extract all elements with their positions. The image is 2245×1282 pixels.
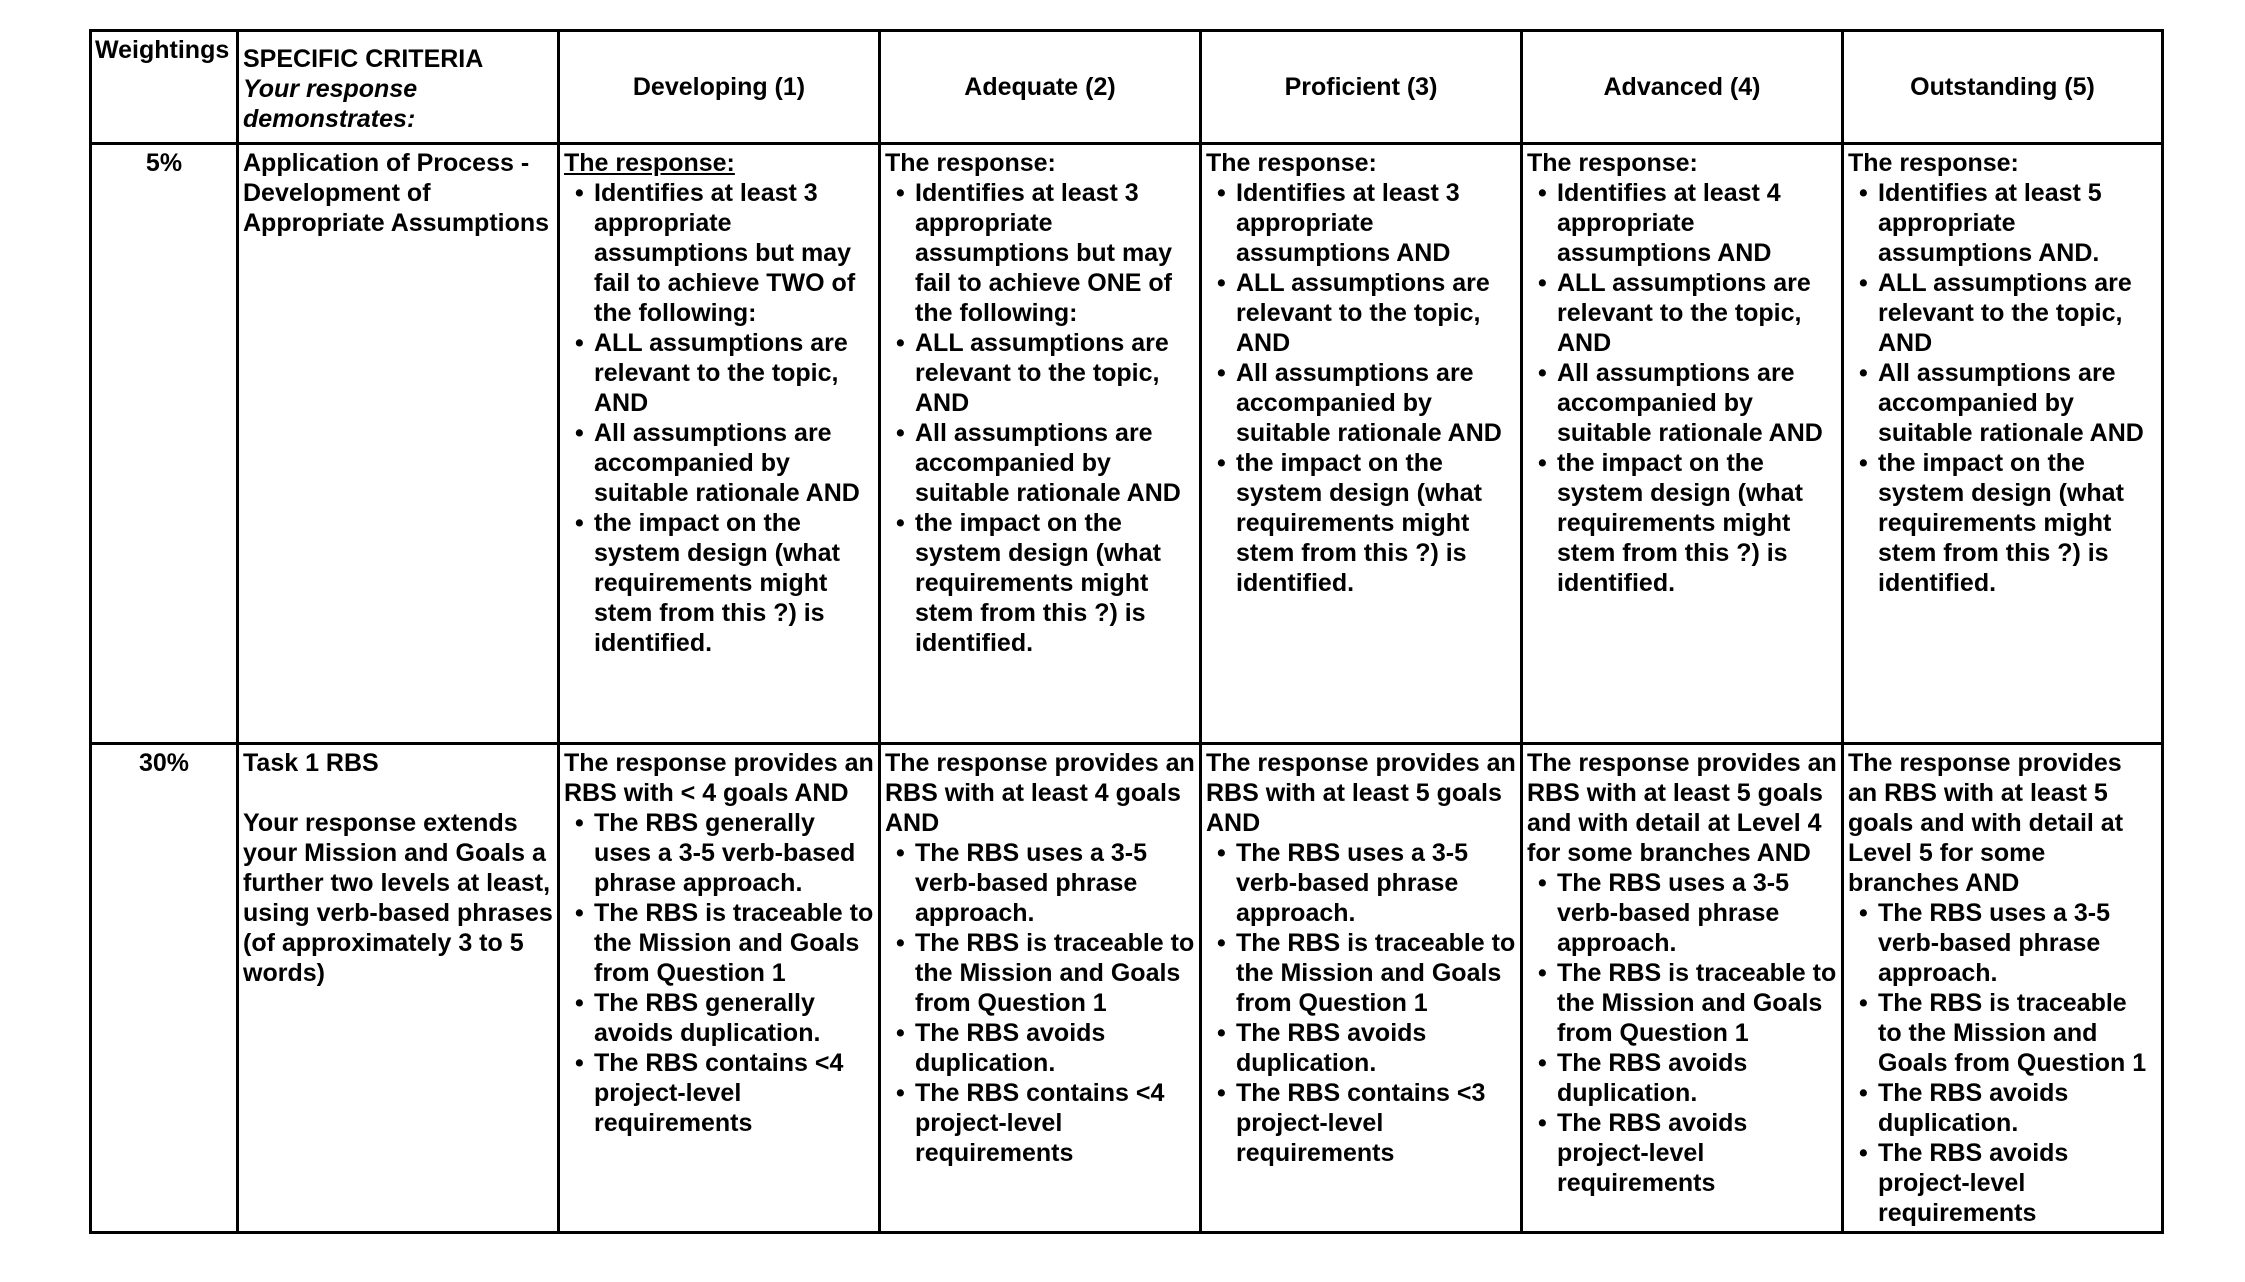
criteria-title: SPECIFIC CRITERIA — [243, 45, 484, 73]
criterion-cell — [238, 744, 559, 1233]
level-header-developing: Developing (1) — [559, 31, 880, 144]
bullet-list — [1527, 868, 1837, 1198]
criterion-row-assumptions — [91, 144, 2163, 744]
bullet-item: • The RBS is traceable to the Mission and Goals from Question 1 — [915, 928, 1195, 1018]
level-header-adequate: Adequate (2) — [880, 31, 1201, 144]
bullet-item: • ALL assumptions are relevant to the topic, AND — [1878, 268, 2157, 358]
header-row — [91, 31, 2163, 144]
weight-cell: 30% — [91, 744, 238, 1233]
bullet-item: • The RBS avoids duplication. — [1236, 1018, 1516, 1078]
weight-cell: 5% — [91, 144, 238, 744]
level-cell-developing — [559, 744, 880, 1233]
bullet-item: • Identifies at least 3 appropriate assumptions but may fail to achieve ONE of the following: — [915, 178, 1195, 328]
bullet-list — [1206, 178, 1516, 598]
criterion-description: Your response extends your Mission and Goals a further two levels at least, using verb-based phrases (of approximately 3 to 5 words) — [243, 809, 553, 987]
bullet-item: • The RBS is traceable to the Mission and Goals from Question 1 — [1878, 988, 2157, 1078]
criteria-header — [238, 31, 559, 144]
bullet-item: • the impact on the system design (what requirements might stem from this ?) is identified. — [594, 508, 874, 658]
bullet-item: • The RBS generally uses a 3-5 verb-based phrase approach. — [594, 808, 874, 898]
bullet-item: • The RBS avoids duplication. — [1557, 1048, 1837, 1108]
bullet-list — [1848, 178, 2157, 598]
level-cell-proficient — [1201, 744, 1522, 1233]
bullet-item: • the impact on the system design (what requirements might stem from this ?) is identified. — [1878, 448, 2157, 598]
bullet-item: • ALL assumptions are relevant to the topic, AND — [1236, 268, 1516, 358]
bullet-item: • The RBS is traceable to the Mission and Goals from Question 1 — [1557, 958, 1837, 1048]
bullet-item: • The RBS contains <4 project-level requirements — [915, 1078, 1195, 1168]
bullet-item: • ALL assumptions are relevant to the topic, AND — [1557, 268, 1837, 358]
bullet-list — [1527, 178, 1837, 598]
weightings-header: Weightings — [91, 31, 238, 144]
level-cell-proficient — [1201, 144, 1522, 744]
bullet-item: • The RBS is traceable to the Mission and Goals from Question 1 — [1236, 928, 1516, 1018]
bullet-item: • The RBS uses a 3-5 verb-based phrase approach. — [1878, 898, 2157, 988]
cell-lead: The response provides an RBS with at least 4 goals AND — [885, 749, 1195, 837]
bullet-item: • The RBS uses a 3-5 verb-based phrase approach. — [1236, 838, 1516, 928]
bullet-item: • The RBS avoids project-level requirements — [1557, 1108, 1837, 1198]
bullet-item: • Identifies at least 5 appropriate assumptions AND. — [1878, 178, 2157, 268]
level-cell-outstanding — [1843, 144, 2163, 744]
cell-lead: The response provides an RBS with at least 5 goals AND — [1206, 749, 1516, 837]
criterion-row-rbs — [91, 744, 2163, 1233]
cell-lead: The response: — [1206, 149, 1377, 177]
cell-lead: The response: — [564, 149, 735, 177]
cell-lead: The response provides an RBS with at least 5 goals and with detail at Level 5 for some branches AND — [1848, 749, 2124, 897]
level-cell-developing — [559, 144, 880, 744]
level-cell-adequate — [880, 744, 1201, 1233]
bullet-item: • Identifies at least 3 appropriate assumptions AND — [1236, 178, 1516, 268]
bullet-list — [1206, 838, 1516, 1168]
bullet-item: • All assumptions are accompanied by suitable rationale AND — [1878, 358, 2157, 448]
bullet-item: • the impact on the system design (what requirements might stem from this ?) is identified. — [1236, 448, 1516, 598]
bullet-item: • The RBS is traceable to the Mission and Goals from Question 1 — [594, 898, 874, 988]
level-cell-outstanding — [1843, 744, 2163, 1233]
cell-lead: The response provides an RBS with < 4 goals AND — [564, 749, 874, 807]
cell-lead: The response: — [1848, 149, 2019, 177]
bullet-item: • All assumptions are accompanied by suitable rationale AND — [915, 418, 1195, 508]
bullet-item: • Identifies at least 3 appropriate assumptions but may fail to achieve TWO of the following: — [594, 178, 874, 328]
bullet-item: • The RBS avoids project-level requirements — [1878, 1138, 2157, 1228]
level-header-outstanding: Outstanding (5) — [1843, 31, 2163, 144]
level-cell-advanced — [1522, 744, 1843, 1233]
bullet-item: • ALL assumptions are relevant to the topic, AND — [915, 328, 1195, 418]
bullet-item: • ALL assumptions are relevant to the topic, AND — [594, 328, 874, 418]
criteria-subtitle: Your response demonstrates: — [243, 75, 418, 133]
bullet-item: • All assumptions are accompanied by suitable rationale AND — [1236, 358, 1516, 448]
bullet-item: • The RBS avoids duplication. — [915, 1018, 1195, 1078]
bullet-item: • the impact on the system design (what requirements might stem from this ?) is identified. — [1557, 448, 1837, 598]
cell-lead: The response: — [1527, 149, 1698, 177]
bullet-item: • the impact on the system design (what requirements might stem from this ?) is identified. — [915, 508, 1195, 658]
level-header-advanced: Advanced (4) — [1522, 31, 1843, 144]
bullet-item: • The RBS contains <3 project-level requirements — [1236, 1078, 1516, 1168]
rubric-table — [89, 29, 2164, 1234]
bullet-item: • The RBS contains <4 project-level requirements — [594, 1048, 874, 1138]
bullet-item: • The RBS avoids duplication. — [1878, 1078, 2157, 1138]
criterion-cell — [238, 144, 559, 744]
bullet-list — [885, 838, 1195, 1168]
bullet-item: • Identifies at least 4 appropriate assumptions AND — [1557, 178, 1837, 268]
bullet-item: • The RBS generally avoids duplication. — [594, 988, 874, 1048]
bullet-list — [1848, 898, 2157, 1228]
level-header-proficient: Proficient (3) — [1201, 31, 1522, 144]
level-cell-adequate — [880, 144, 1201, 744]
bullet-item: • The RBS uses a 3-5 verb-based phrase approach. — [1557, 868, 1837, 958]
bullet-item: • The RBS uses a 3-5 verb-based phrase approach. — [915, 838, 1195, 928]
bullet-list — [564, 808, 874, 1138]
bullet-list — [564, 178, 874, 658]
cell-lead: The response: — [885, 149, 1056, 177]
criterion-name: Task 1 RBS — [243, 749, 379, 777]
cell-lead: The response provides an RBS with at least 5 goals and with detail at Level 4 for some branches AND — [1527, 749, 1837, 867]
criterion-name: Application of Process - Development of Appropriate Assumptions — [243, 149, 550, 237]
bullet-list — [885, 178, 1195, 658]
level-cell-advanced — [1522, 144, 1843, 744]
bullet-item: • All assumptions are accompanied by suitable rationale AND — [594, 418, 874, 508]
bullet-item: • All assumptions are accompanied by suitable rationale AND — [1557, 358, 1837, 448]
